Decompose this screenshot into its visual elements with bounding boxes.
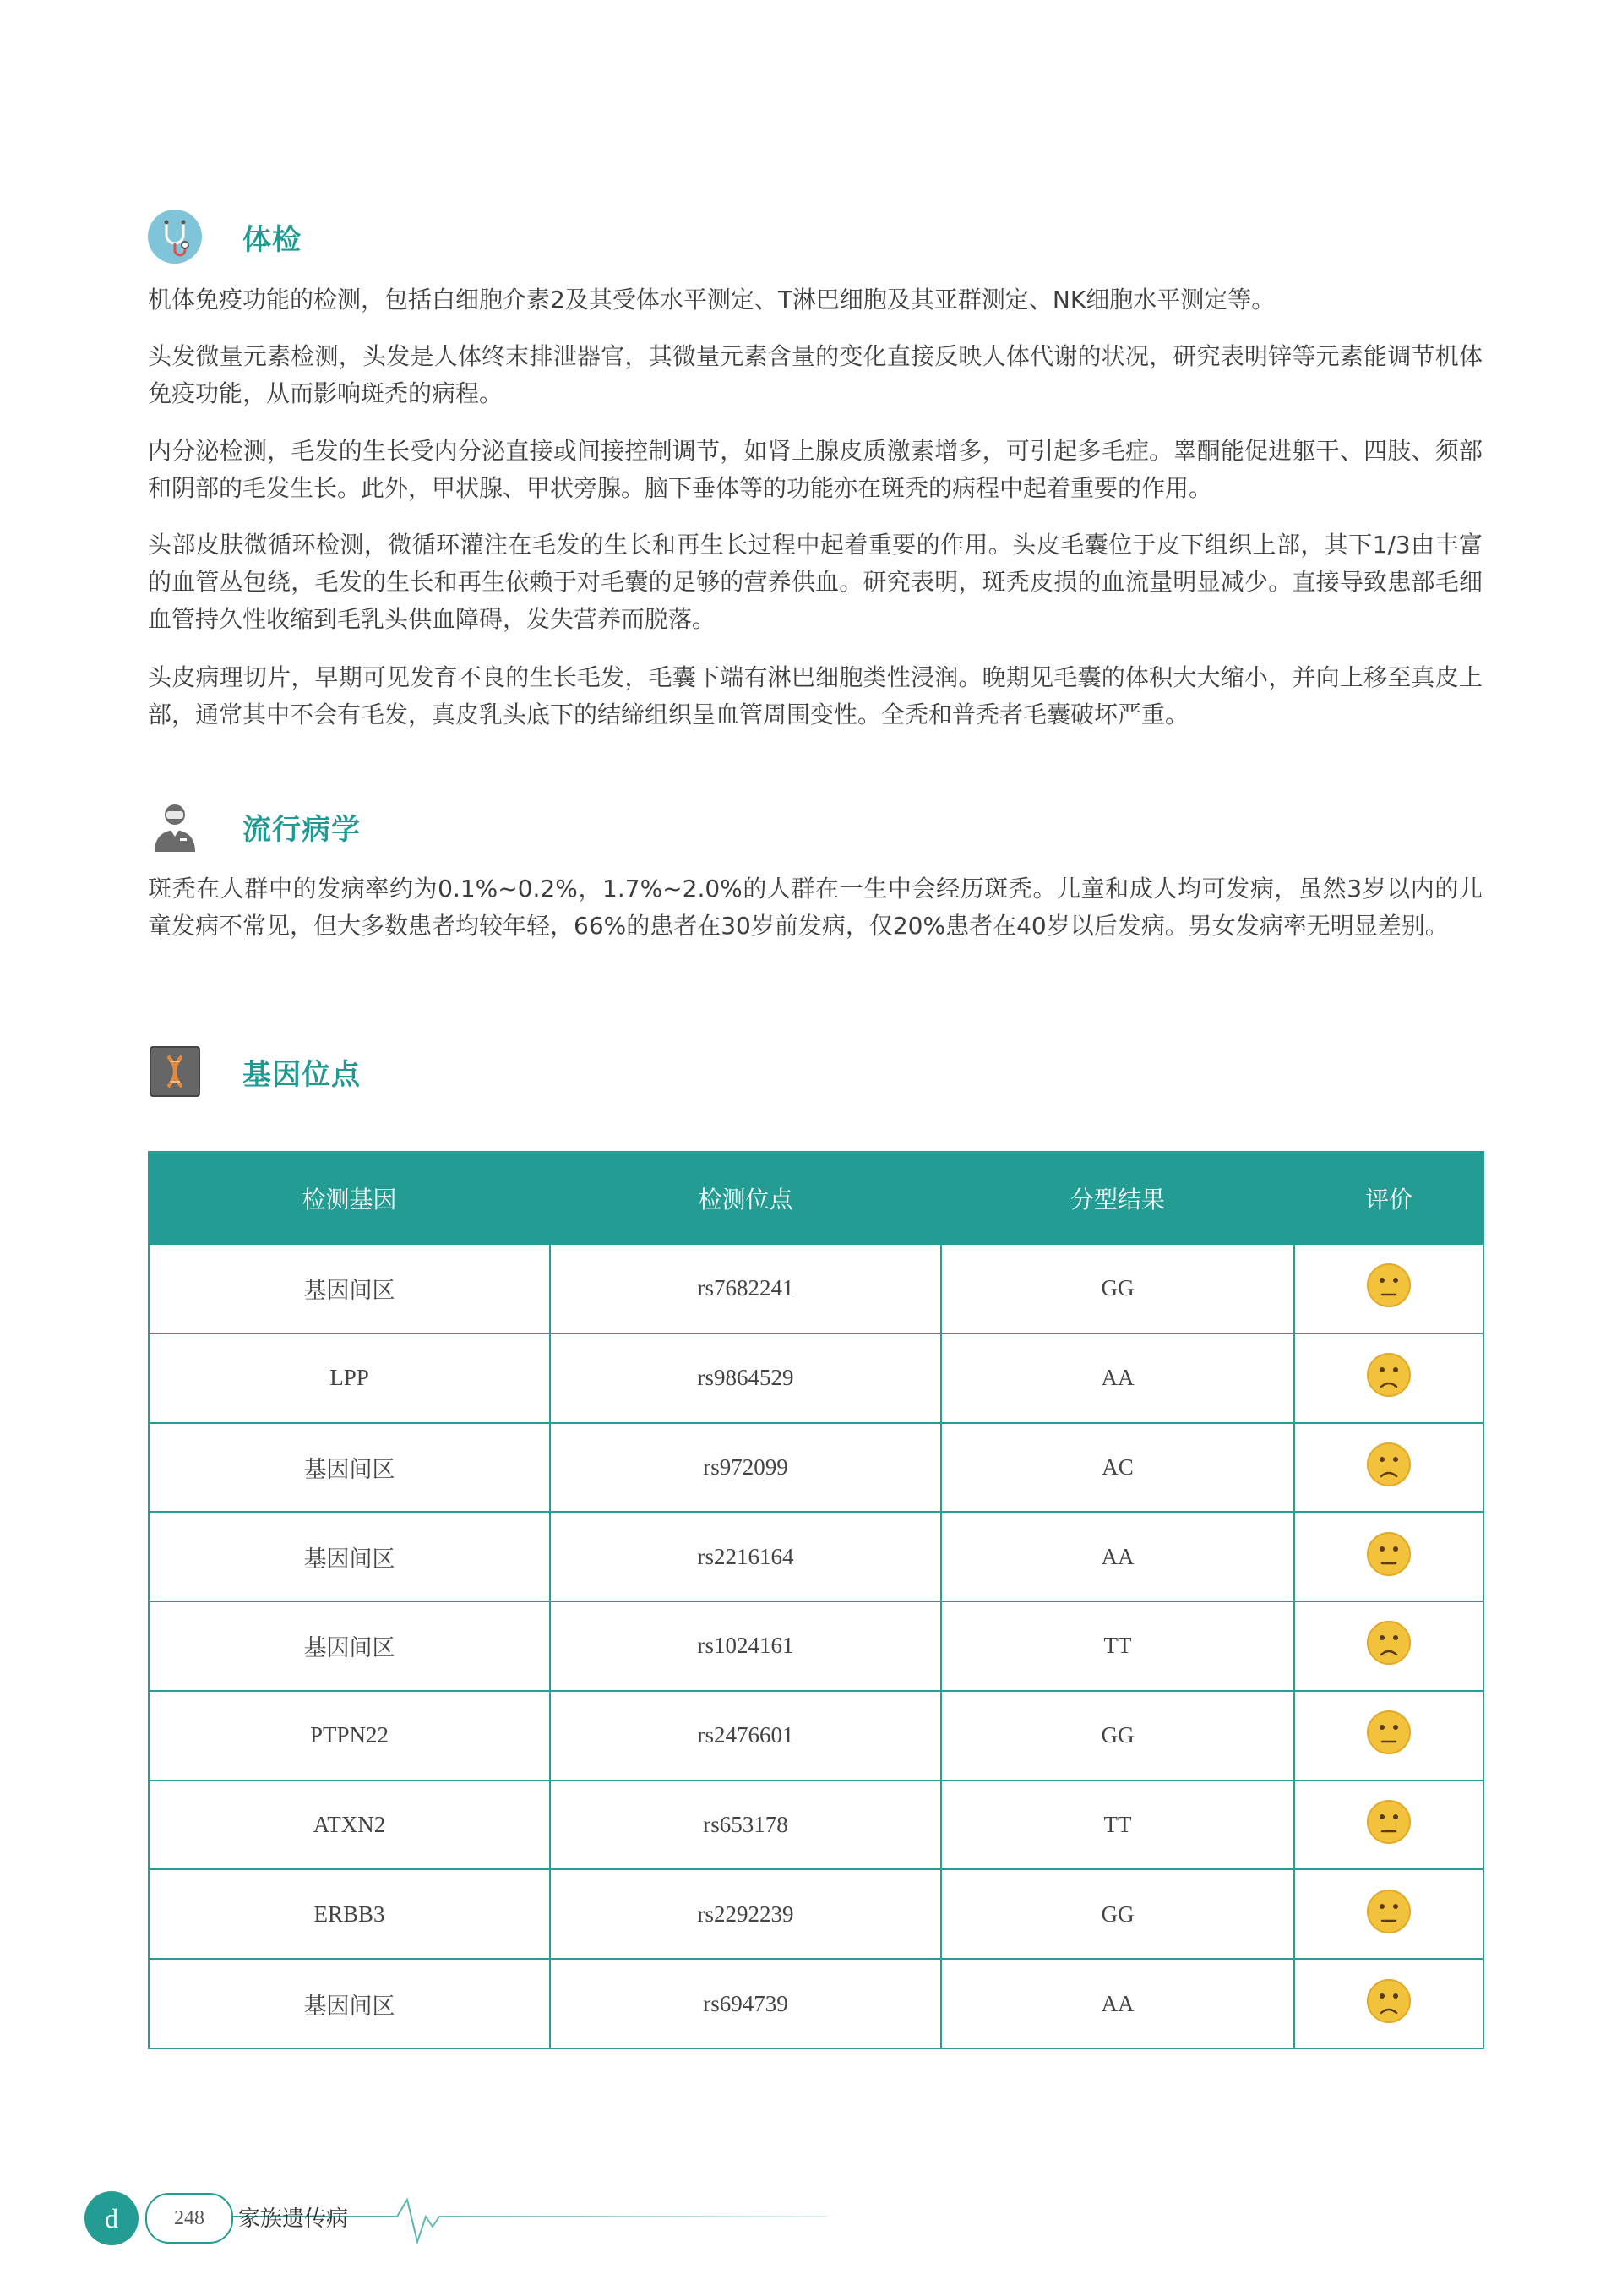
locus-cell: rs694739 [550, 1959, 941, 2048]
genotype-cell: AC [941, 1423, 1294, 1513]
gene-loci-section-header [148, 1041, 361, 1102]
exam-paragraph-2: 头发微量元素检测，头发是人体终末排泄器官，其微量元素含量的变化直接反映人体代谢的状况，研究表明锌等元素能调节机体免疫功能，从而影响斑秃的病程。 [148, 342, 1483, 407]
genotype-cell: TT [941, 1781, 1294, 1870]
table-row [149, 1959, 1483, 2048]
gene-loci-table [148, 1151, 1484, 2049]
gene-cell: 基因间区 [149, 1512, 550, 1601]
header-genotype: 分型结果 [941, 1152, 1294, 1244]
dna-icon [148, 1044, 202, 1099]
genotype-cell: AA [941, 1959, 1294, 2048]
sad-face-icon [1366, 1978, 1412, 2030]
rating-cell [1294, 1512, 1483, 1601]
locus-cell: rs2292239 [550, 1869, 941, 1959]
rating-cell [1294, 1333, 1483, 1423]
table-row [149, 1869, 1483, 1959]
header-rating: 评价 [1294, 1152, 1483, 1244]
sad-face-icon [1366, 1442, 1412, 1493]
neutral-face-icon [1366, 1799, 1412, 1851]
gene-cell: ERBB3 [149, 1869, 550, 1959]
stethoscope-icon [148, 210, 202, 264]
exam-paragraph-5: 头皮病理切片，早期可见发育不良的生长毛发，毛囊下端有淋巴细胞类性浸润。晚期见毛囊的体积大大缩小，并向上移至真皮上部，通常其中不会有毛发，真皮乳头底下的结缔组织呈血管周围变性。全秃和普秃者毛囊破坏严重。 [148, 663, 1483, 728]
genotype-cell: GG [941, 1869, 1294, 1959]
locus-cell: rs972099 [550, 1423, 941, 1513]
neutral-face-icon [1366, 1531, 1412, 1583]
table-row [149, 1691, 1483, 1781]
rating-cell [1294, 1423, 1483, 1513]
genotype-cell: TT [941, 1601, 1294, 1691]
sad-face-icon [1366, 1620, 1412, 1672]
epidemiology-paragraph: 斑秃在人群中的发病率约为0.1%~0.2%，1.7%~2.0%的人群在一生中会经历斑秃。儿童和成人均可发病，虽然3岁以内的儿童发病不常见，但大多数患者均较年轻，66%的患者在30岁前发病，仅20%患者在40岁以后发病。男女发病率无明显差别。 [148, 875, 1483, 940]
genotype-cell: GG [941, 1691, 1294, 1781]
exam-section-title: 体检 [242, 222, 302, 257]
table-row [149, 1333, 1483, 1423]
doctor-icon [148, 799, 202, 854]
locus-cell: rs2216164 [550, 1512, 941, 1601]
genotype-cell: AA [941, 1512, 1294, 1601]
rating-cell [1294, 1691, 1483, 1781]
neutral-face-icon [1366, 1710, 1412, 1761]
sad-face-icon [1366, 1352, 1412, 1404]
exam-paragraph-1: 机体免疫功能的检测，包括白细胞介素2及其受体水平测定、T淋巴细胞及其亚群测定、NK细胞水平测定等。 [148, 286, 1276, 314]
table-row [149, 1601, 1483, 1691]
rating-cell [1294, 1869, 1483, 1959]
header-gene: 检测基因 [149, 1152, 550, 1244]
table-row [149, 1781, 1483, 1870]
exam-paragraph-4: 头部皮肤微循环检测，微循环灌注在毛发的生长和再生长过程中起着重要的作用。头皮毛囊位于皮下组织上部，其下1/3由丰富的血管丛包绕，毛发的生长和再生依赖于对毛囊的足够的营养供血。研究表明，斑秃皮损的血流量明显减少。直接导致患部毛细血管持久性收缩到毛乳头供血障碍，发失营养而脱落。 [148, 531, 1483, 633]
locus-cell: rs2476601 [550, 1691, 941, 1781]
genotype-cell: AA [941, 1333, 1294, 1423]
locus-cell: rs7682241 [550, 1244, 941, 1333]
genotype-cell: GG [941, 1244, 1294, 1333]
gene-loci-section-title: 基因位点 [242, 1057, 361, 1092]
neutral-face-icon [1366, 1263, 1412, 1314]
table-header-row [149, 1152, 1483, 1244]
table-row [149, 1512, 1483, 1601]
gene-cell: PTPN22 [149, 1691, 550, 1781]
neutral-face-icon [1366, 1889, 1412, 1940]
chapter-badge: d [84, 2191, 139, 2245]
locus-cell: rs653178 [550, 1781, 941, 1870]
rating-cell [1294, 1244, 1483, 1333]
epidemiology-section-title: 流行病学 [242, 812, 361, 847]
book-title: 家族遗传病 [238, 2206, 349, 2232]
gene-cell: 基因间区 [149, 1244, 550, 1333]
gene-cell: 基因间区 [149, 1959, 550, 2048]
locus-cell: rs1024161 [550, 1601, 941, 1691]
rating-cell [1294, 1601, 1483, 1691]
gene-cell: LPP [149, 1333, 550, 1423]
epidemiology-section-header [148, 796, 361, 857]
page-footer [84, 2183, 845, 2259]
gene-cell: ATXN2 [149, 1781, 550, 1870]
page-number: 248 [145, 2193, 233, 2244]
table-row [149, 1423, 1483, 1513]
header-locus: 检测位点 [550, 1152, 941, 1244]
gene-cell: 基因间区 [149, 1423, 550, 1513]
gene-cell: 基因间区 [149, 1601, 550, 1691]
exam-section-header [148, 206, 302, 267]
rating-cell [1294, 1959, 1483, 2048]
exam-paragraph-3: 内分泌检测，毛发的生长受内分泌直接或间接控制调节，如肾上腺皮质激素增多，可引起多毛症。睾酮能促进躯干、四肢、须部和阴部的毛发生长。此外，甲状腺、甲状旁腺。脑下垂体等的功能亦在斑秃的病程中起着重要的作用。 [148, 437, 1483, 502]
table-row [149, 1244, 1483, 1333]
rating-cell [1294, 1781, 1483, 1870]
locus-cell: rs9864529 [550, 1333, 941, 1423]
